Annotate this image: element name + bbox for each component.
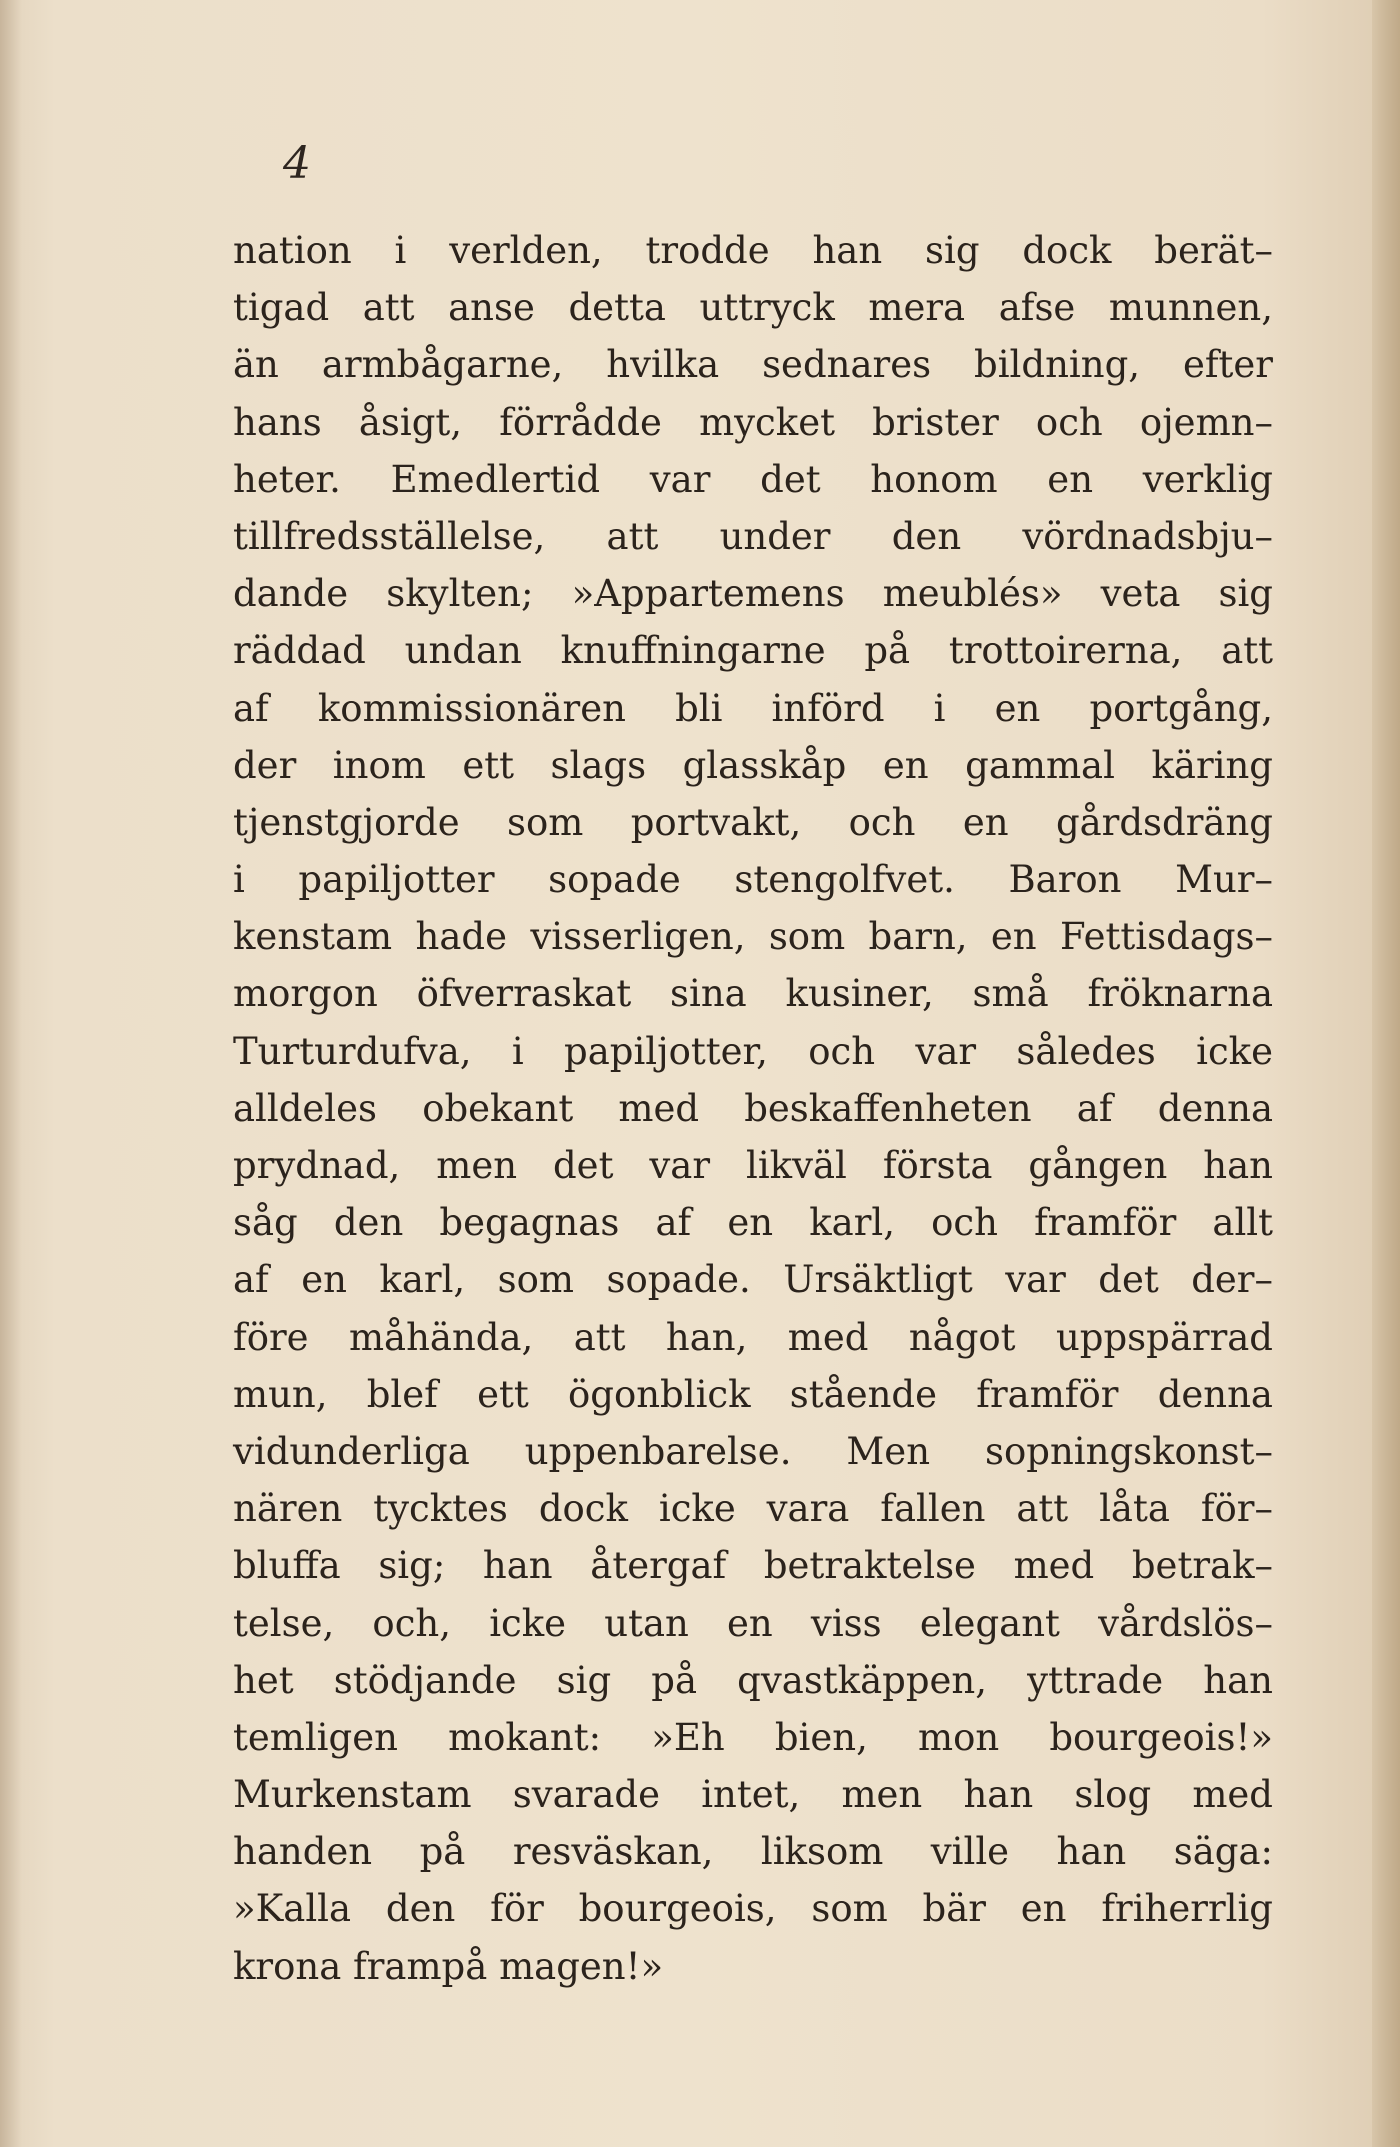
text-line: vidunderliga uppenbarelse. Men sopningskonst– — [233, 1429, 1273, 1473]
text-line: handen på resväskan, liksom ville han säga: — [233, 1830, 1273, 1874]
text-line: hans åsigt, förrådde mycket brister och ojemn– — [233, 400, 1273, 444]
text-line: dande skylten; »Appartemens meublés» veta sig — [233, 572, 1273, 616]
text-line: het stödjande sig på qvastkäppen, yttrade han — [233, 1658, 1273, 1702]
text-line: räddad undan knuffningarne på trottoirerna, att — [233, 629, 1273, 673]
text-line: krona frampå magen!» — [233, 1944, 664, 1988]
text-line: prydnad, men det var likväl första gången han — [233, 1144, 1273, 1187]
text-line: tigad att anse detta uttryck mera afse munnen, — [233, 286, 1273, 330]
text-line: än armbågarne, hvilka sednares bildning, efter — [233, 343, 1273, 387]
text-line: kenstam hade visserligen, som barn, en Fettisdags– — [233, 915, 1273, 959]
text-line: heter. Emedlertid var det honom en verklig — [233, 457, 1273, 501]
text-line: nären tycktes dock icke vara fallen att låta för– — [233, 1487, 1273, 1531]
text-line: Turturdufva, i papiljotter, och var således icke — [233, 1029, 1273, 1073]
text-line: bluffa sig; han återgaf betraktelse med betrak– — [233, 1544, 1273, 1588]
text-line: temligen mokant: »Eh bien, mon bourgeois!» — [233, 1715, 1273, 1759]
text-line: tjenstgjorde som portvakt, och en gårdsdräng — [233, 800, 1273, 844]
text-line: mun, blef ett ögonblick stående framför denna — [233, 1372, 1273, 1416]
page-edge — [1372, 0, 1400, 2147]
page-number: 4 — [283, 138, 311, 189]
text-line: »Kalla den för bourgeois, som bär en friherrlig — [233, 1887, 1273, 1931]
text-line: Murkenstam svarade intet, men han slog med — [233, 1773, 1273, 1817]
text-line: alldeles obekant med beskaffenheten af denna — [233, 1086, 1273, 1130]
text-line: der inom ett slags glasskåp en gammal käring — [233, 743, 1273, 787]
gutter-shadow — [0, 0, 22, 2147]
text-line: i papiljotter sopade stengolfvet. Baron Mur– — [233, 858, 1273, 902]
text-line: telse, och, icke utan en viss elegant vårdslös– — [233, 1601, 1273, 1645]
text-line: såg den begagnas af en karl, och framför allt — [233, 1201, 1273, 1245]
text-line: morgon öfverraskat sina kusiner, små fröknarna — [233, 972, 1273, 1016]
text-line: af en karl, som sopade. Ursäktligt var det der– — [233, 1258, 1273, 1302]
text-line: tillfredsställelse, att under den vördnadsbju– — [233, 514, 1273, 558]
text-line: nation i verlden, trodde han sig dock berät– — [233, 229, 1273, 272]
text-line: före måhända, att han, med något uppspärrad — [233, 1315, 1273, 1359]
body-text — [233, 222, 1273, 1995]
text-line: af kommissionären bli införd i en portgång, — [233, 686, 1273, 730]
